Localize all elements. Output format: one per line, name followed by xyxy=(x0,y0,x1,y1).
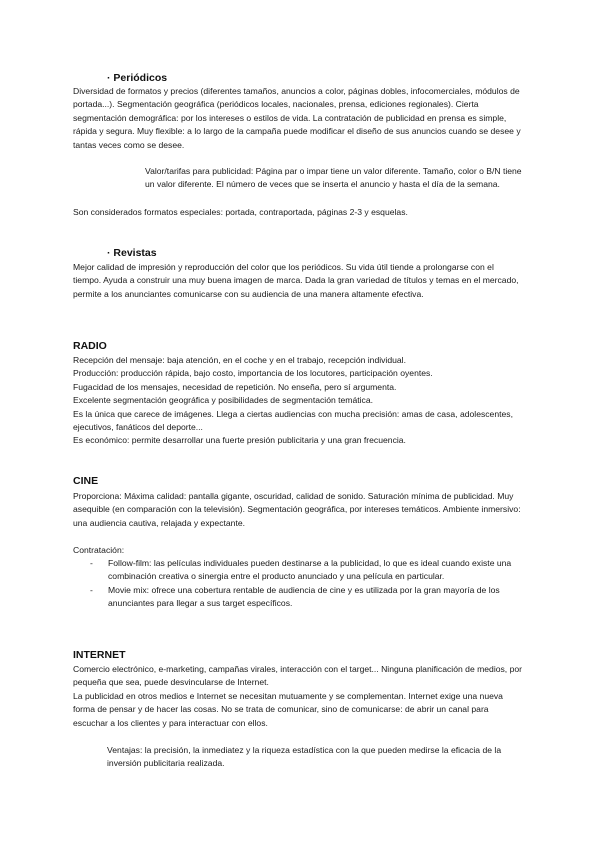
periodicos-formatos-especiales: Son considerados formatos especiales: portada, contraportada, páginas 2-3 y esquelas. xyxy=(73,207,408,217)
radio-line: Es la única que carece de imágenes. Llega a ciertas audiencias con mucha precisión: amas de casa, adolescentes, ejecutivos, fanáticos del deporte... xyxy=(73,408,513,433)
internet-heading: INTERNET xyxy=(73,649,126,661)
radio-line: Producción: producción rápida, bajo costo, importancia de los locutores, participación oyentes. xyxy=(73,368,433,379)
revistas-heading: · Revistas xyxy=(107,247,157,259)
radio-line: Recepción del mensaje: baja atención, en el coche y en el trabajo, recepción individual. xyxy=(73,355,406,365)
internet-paragraph-1: Comercio electrónico, e-marketing, campañas virales, interacción con el target... Ninguna planificación de medios, por pequeña que sea, puede desvincularse de Internet. xyxy=(73,664,523,688)
dash-bullet-icon: - xyxy=(90,558,93,568)
radio-line: Es económico: permite desarrollar una fuerte presión publicitaria y una gran frecuencia. xyxy=(73,435,406,446)
internet-ventajas: Ventajas: la precisión, la inmediatez y la riqueza estadística con la que pueden medirse la eficacia de la inversión publicitaria realizada. xyxy=(107,745,502,769)
cine-paragraph: Proporciona: Máxima calidad: pantalla gigante, oscuridad, calidad de sonido. Saturación mínima de publicidad. Muy asequible (en comparación con la televisión). Segmentación geográfica, por intereses temáticos. Ambiente inmersivo: una audiencia cautiva, relajada y expectante. xyxy=(73,491,521,528)
radio-list xyxy=(73,354,523,448)
periodicos-paragraph: Diversidad de formatos y precios (diferentes tamaños, anuncios a color, páginas dobles, infocomerciales, módulos de portada...). Segmentación geográfica (periódicos locales, nacionales, prensa, ediciones regionales). Cierta segmentación demográfica: por los intereses o estilos de vida. La contratación de publicidad en prensa es simple, rápida y segura. Muy flexible: a lo largo de la campaña puede modificar el diseño de sus anuncios cuando se desee y tantas veces como se desee. xyxy=(73,86,521,150)
cine-contratacion-label: Contratación: xyxy=(73,545,125,555)
periodicos-valor-tarifas: Valor/tarifas para publicidad: Página par o impar tiene un valor diferente. Tamaño, color o B/N tiene un valor diferente. El número de veces que se inserta el anuncio y hasta el día de la semana. xyxy=(145,166,522,190)
cine-contratacion-list xyxy=(73,557,523,611)
periodicos-heading: · Periódicos xyxy=(107,72,168,84)
internet-paragraph-2: La publicidad en otros medios e Internet se necesitan mutuamente y se complementan. Internet exige una nueva forma de pensar y de hacer las cosas. No se trata de comunicar, sino de comunicarse: de abrir un canal para escuchar a los clientes y para interactuar con ellos. xyxy=(73,691,503,728)
radio-heading: RADIO xyxy=(73,340,107,352)
revistas-paragraph: Mejor calidad de impresión y reproducción del color que los periódicos. Su vida útil tiende a prolongarse con el tiempo. Ayuda a construir una muy buena imagen de marca. Dada la gran variedad de títulos y temas en el mercado, permite a los anunciantes comunicarse con su audiencia de una manera altamente efectiva. xyxy=(73,262,519,299)
list-item xyxy=(73,557,523,584)
dash-bullet-icon: - xyxy=(90,584,93,595)
cine-heading: CINE xyxy=(73,475,99,487)
radio-line: Excelente segmentación geográfica y posibilidades de segmentación temática. xyxy=(73,395,374,406)
list-item xyxy=(73,584,523,611)
cine-item-text: Movie mix: ofrece una cobertura rentable de audiencia de cine y es utilizada por la gran mayoría de los anunciantes para llegar a sus target específicos. xyxy=(108,584,500,609)
cine-item-text: Follow-film: las películas individuales pueden destinarse a la publicidad, lo que es ideal cuando existe una combinación creativa o sinergia entre el producto anunciado y una película en particular. xyxy=(108,558,512,582)
radio-line: Fugacidad de los mensajes, necesidad de repetición. No enseña, pero sí argumenta. xyxy=(73,381,397,392)
